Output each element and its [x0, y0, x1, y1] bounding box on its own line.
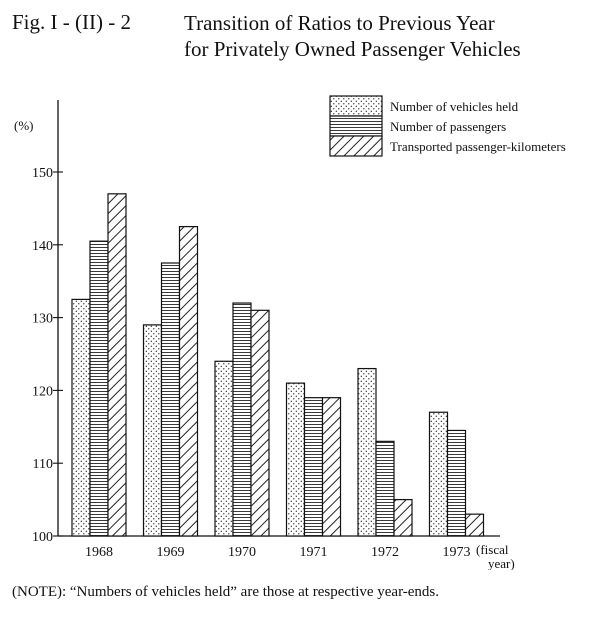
- legend-swatch-3: [330, 136, 382, 156]
- y-tick-label: 150: [32, 166, 53, 181]
- bar-1971-series-3: [323, 398, 341, 536]
- bars: [72, 194, 484, 536]
- figure-id: Fig. I - (II) - 2: [12, 10, 131, 34]
- x-axis-label-line-1: (fiscal: [476, 542, 509, 557]
- legend-swatch-1: [330, 96, 382, 116]
- y-tick-label: 120: [32, 384, 53, 400]
- bar-1968-series-3: [108, 194, 126, 536]
- bar-1969-series-1: [144, 325, 162, 536]
- bar-1972-series-2: [376, 441, 394, 536]
- footnote: (NOTE): “Numbers of vehicles held” are those at respective year-ends.: [12, 584, 440, 600]
- x-tick-label: 1970: [228, 545, 256, 560]
- legend-label-2: Number of passengers: [390, 119, 507, 134]
- bar-1968-series-2: [90, 241, 108, 536]
- legend-label-3: Transported passenger-kilometers: [390, 139, 566, 154]
- bar-1971-series-2: [305, 398, 323, 536]
- legend: [330, 96, 566, 156]
- x-tick-label: 1969: [156, 545, 185, 560]
- bar-1972-series-1: [358, 369, 376, 536]
- x-tick-label: 1971: [299, 545, 328, 560]
- bar-1970-series-3: [251, 310, 269, 536]
- x-axis-label-line-2: year): [488, 556, 515, 570]
- y-tick-label: 140: [32, 238, 53, 254]
- bar-1973-series-3: [466, 514, 484, 536]
- x-tick-label: 1973: [442, 545, 471, 560]
- x-tick-label: 1972: [371, 545, 399, 560]
- y-tick-label: 130: [32, 311, 53, 327]
- x-tick-label: 1968: [85, 545, 113, 560]
- y-tick-label: 110: [32, 457, 53, 473]
- bar-1972-series-3: [394, 500, 412, 536]
- y-axis-label: (%): [14, 118, 34, 133]
- bar-1973-series-2: [448, 430, 466, 536]
- bar-1970-series-1: [215, 361, 233, 536]
- bar-1969-series-3: [180, 227, 198, 536]
- bar-1973-series-1: [430, 412, 448, 536]
- legend-label-1: Number of vehicles held: [390, 99, 519, 114]
- bar-1969-series-2: [162, 263, 180, 536]
- legend-swatch-2: [330, 116, 382, 136]
- bar-1968-series-1: [72, 299, 90, 536]
- chart-title-line-2: for Privately Owned Passenger Vehicles: [184, 37, 521, 61]
- bar-1971-series-1: [287, 383, 305, 536]
- chart-title-line-1: Transition of Ratios to Previous Year: [184, 11, 495, 35]
- bar-1970-series-2: [233, 303, 251, 536]
- y-tick-label: 100: [32, 530, 53, 545]
